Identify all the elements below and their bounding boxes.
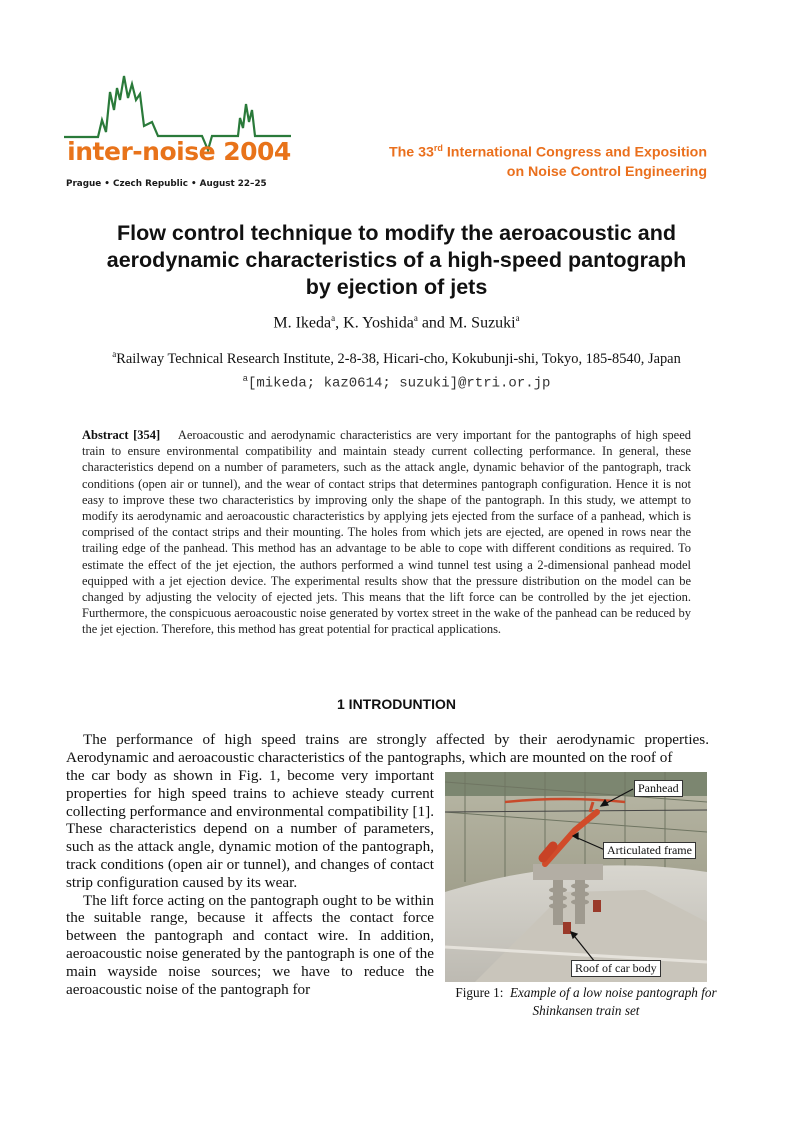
pantograph-photo-illustration: [445, 772, 707, 982]
figure-label-roof: Roof of car body: [571, 960, 661, 977]
congress-header: [389, 139, 707, 182]
logo-tagline: Prague • Czech Republic • August 22–25: [66, 179, 267, 189]
intro-column: [66, 767, 434, 998]
affiliation: $^a$Railway Technical Research Institute, 2-8-38, Hicari-cho, Kokubunji-shi, Tokyo, 185-8540, Japan: [112, 349, 681, 367]
author-emails: $^a$[mikeda; kaz0614; suzuki]@rtri.or.jp: [242, 374, 551, 392]
abstract-text: Aeroacoustic and aerodynamic characteristics are very important for the pantographs of high speed train to ensure environmental compatibility and maintain steady current collecting performance. In general, these characteristics depend on a number of parameters, such as the attack angle, dynamic behavior of the pantograph, track conditions (open air or tunnel), and the wear of contact strips that determines pantograph configuration. Hence it is not easy to improve these two characteristics by improving only the shape of the pantograph. In this study, we attempt to modify its aerodynamic and aeroacoustic characteristics by applying jets ejected from the surface of a panhead, which is comprised of the contact strips and their mounting. The holes from which jets are ejected, are opened in rows near the trailing edge of the panhead. This method has an advantage to be able to cope with different conditions as required. To estimate the effect of the jet ejection, the authors performed a wind tunnel test using a 2-dimensional panhead model equipped with a jet ejection device. The experimental results show that the pressure distribution on the model can be changed by adjusting the velocity of ejected jets. This means that the lift force can be controlled by the jet ejection. Furthermore, the conspicuous aeroacoustic noise generated by vortex street in the wake of the panhead can be reduced by the jet ejection. Therefore, this method has great potential for practical applications.: [82, 428, 692, 637]
paper-title: Flow control technique to modify the aeroacoustic and aerodynamic characteristics of a high-speed pantograph by ejection of jets: [106, 221, 687, 299]
figure-1-caption: Figure 1: Example of a low noise pantograph for Shinkansen train set: [455, 985, 717, 1018]
abstract-label: Abstract [354]: [82, 428, 161, 442]
logo-wordmark: inter-noise 2004: [67, 137, 291, 166]
skyline-graphic: [62, 70, 294, 195]
intro-paragraph-lead: The performance of high speed trains are strongly affected by their aerodynamic properties. Aerodynamic and aeroacoustic characteristics of the pantographs, which are mounted on the roof of: [66, 731, 709, 766]
intro-paragraph-2: The lift force acting on the pantograph ought to be within the suitable range, because it affects the contact force between the pantograph and contact wire. In addition, aeroacoustic noise generated by the pantograph is one of the main wayside noise sources; we have to reduce the aeroacoustic noise of the pantograph for: [66, 891, 434, 998]
figure-label-panhead: Panhead: [634, 780, 683, 797]
abstract: [82, 427, 691, 638]
congress-line-2: on Noise Control Engineering: [506, 163, 707, 180]
figure-label-articulated-frame: Articulated frame: [603, 842, 696, 859]
congress-line-1: The 33rd International Congress and Exposition: [388, 143, 707, 161]
figure-1-photo: [445, 772, 707, 982]
section-heading: 1 INTRODUNTION: [337, 696, 456, 712]
intro-paragraph-1: the car body as shown in Fig. 1, become very important properties for high speed trains to achieve steady current collecting performance and environmental compatibility [1]. These characteristics depend on a number of parameters, such as the attack angle, dynamic motion of the pantograph, track conditions (open air or tunnel), and changes of contact strip configuration caused by its wear.: [66, 767, 434, 891]
conference-logo: [62, 70, 294, 195]
author-list: M. Ikeda$^a$, K. Yoshida$^a$ and M. Suzuki$^a$: [273, 313, 520, 332]
